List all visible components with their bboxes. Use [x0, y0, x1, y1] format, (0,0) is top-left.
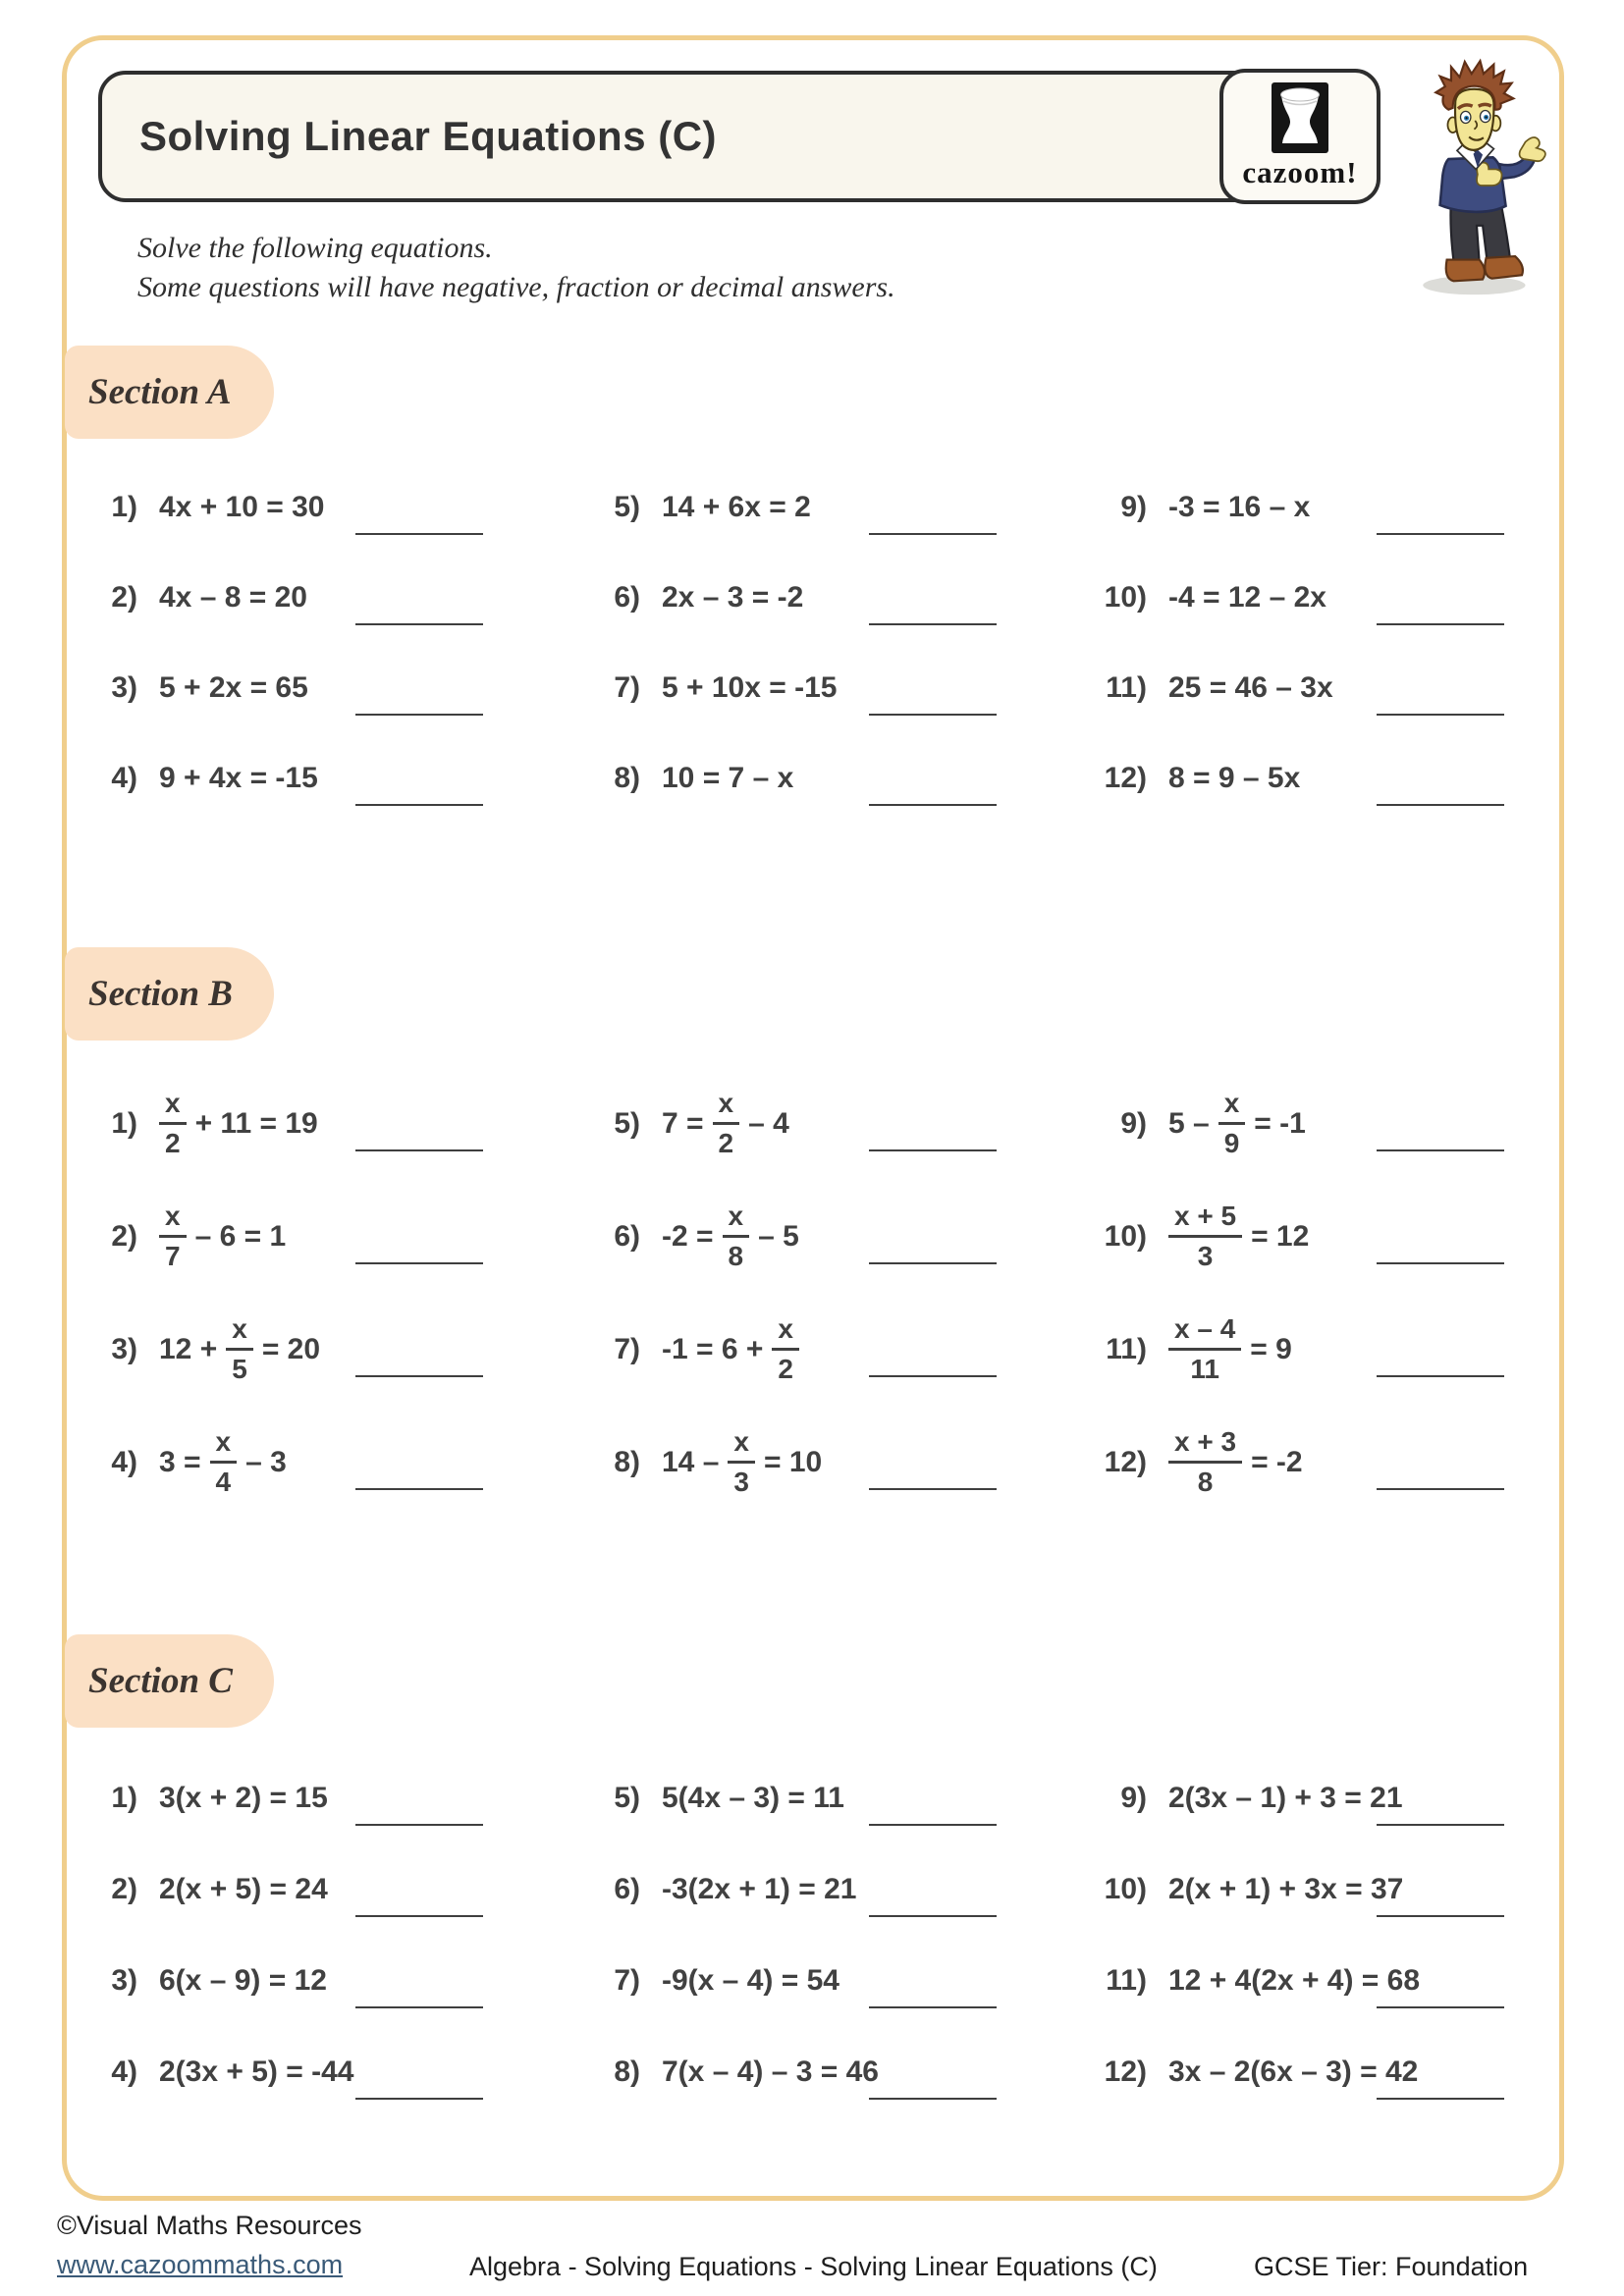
answer-blank[interactable] — [355, 2006, 483, 2008]
footer-copyright: ©Visual Maths Resources — [57, 2211, 362, 2240]
equation: 4x + 10 = 30 — [159, 491, 325, 523]
equation-part: -1 = 6 + — [662, 1332, 764, 1365]
question-item — [586, 1067, 1093, 1180]
equation: 10 = 7 – x — [662, 762, 794, 794]
page-title: Solving Linear Equations (C) — [139, 113, 718, 159]
equation — [662, 1428, 822, 1496]
equation — [1168, 1090, 1306, 1157]
section-a-label: Section A — [88, 372, 232, 412]
question-item — [1093, 1180, 1517, 1293]
equation-part: + 11 = 19 — [194, 1106, 318, 1140]
equation — [662, 1202, 799, 1270]
question-item — [83, 1752, 586, 1843]
equation-part: – 6 = 1 — [194, 1219, 287, 1253]
equation: 14 + 6x = 2 — [662, 491, 811, 523]
section-c-label: Section C — [88, 1661, 233, 1701]
fraction-denominator: 7 — [165, 1241, 181, 1271]
instructions — [137, 229, 895, 307]
question-number: 5) — [614, 491, 640, 523]
equation — [1168, 1428, 1303, 1496]
equation-part: = 12 — [1251, 1219, 1310, 1253]
question-number: 7) — [614, 671, 640, 704]
title-box — [98, 71, 1380, 202]
fraction-numerator: x — [210, 1428, 238, 1464]
section-a-questions — [83, 462, 1517, 824]
equation: -3(2x + 1) = 21 — [662, 1872, 857, 1905]
question-item — [83, 1406, 586, 1519]
equation: 9 + 4x = -15 — [159, 762, 318, 794]
question-item — [83, 1180, 586, 1293]
answer-blank[interactable] — [869, 533, 997, 535]
section-c-badge — [65, 1634, 274, 1728]
fraction — [728, 1428, 755, 1496]
equation: 12 + 4(2x + 4) = 68 — [1168, 1963, 1421, 1997]
answer-blank[interactable] — [1377, 533, 1504, 535]
question-item — [83, 1293, 586, 1406]
question-item — [1093, 553, 1517, 643]
equation-part: – 4 — [748, 1106, 789, 1140]
question-number: 10) — [1104, 581, 1147, 614]
question-number: 12) — [1104, 762, 1147, 794]
question-item — [586, 462, 1093, 553]
fraction-numerator: x — [713, 1090, 740, 1125]
fraction — [210, 1428, 238, 1496]
fraction-numerator: x + 3 — [1168, 1428, 1242, 1464]
equation: 6(x – 9) = 12 — [159, 1963, 327, 1997]
question-number: 7) — [614, 1963, 640, 1997]
fraction-denominator: 8 — [1197, 1467, 1214, 1497]
question-number: 7) — [614, 1332, 640, 1365]
equation — [159, 1315, 320, 1383]
fraction — [772, 1315, 799, 1383]
answer-blank[interactable] — [355, 1262, 483, 1264]
answer-blank[interactable] — [1377, 714, 1504, 716]
answer-blank[interactable] — [355, 1488, 483, 1490]
question-item — [83, 1067, 586, 1180]
question-item — [83, 553, 586, 643]
question-item — [586, 2026, 1093, 2117]
question-number: 6) — [614, 581, 640, 614]
equation-part: 3 = — [159, 1445, 201, 1478]
answer-blank[interactable] — [1377, 2006, 1504, 2008]
footer-breadcrumb: Algebra - Solving Equations - Solving Linear Equations (C) — [469, 2252, 1158, 2281]
footer-tier: GCSE Tier: Foundation — [1254, 2252, 1529, 2281]
mascot-boy-illustration — [1402, 55, 1551, 302]
answer-blank[interactable] — [355, 1915, 483, 1917]
answer-blank[interactable] — [869, 2098, 997, 2100]
fraction — [723, 1202, 750, 1270]
logo-text: cazoom! — [1242, 155, 1358, 189]
question-number: 2) — [111, 581, 137, 614]
question-number: 3) — [111, 1963, 137, 1997]
question-item — [1093, 1067, 1517, 1180]
fraction — [1168, 1428, 1242, 1496]
question-number: 10) — [1104, 1872, 1147, 1905]
drum-icon — [1272, 82, 1328, 153]
question-number: 11) — [1106, 1963, 1147, 1997]
equation-part: – 5 — [758, 1219, 799, 1253]
question-item — [1093, 1293, 1517, 1406]
fraction — [713, 1090, 740, 1157]
answer-blank[interactable] — [355, 533, 483, 535]
equation: -3 = 16 – x — [1168, 491, 1311, 523]
fraction-denominator: 9 — [1223, 1128, 1240, 1158]
question-item — [586, 733, 1093, 824]
answer-blank[interactable] — [869, 1488, 997, 1490]
equation — [159, 1202, 286, 1270]
fraction-numerator: x — [728, 1428, 755, 1464]
answer-blank[interactable] — [1377, 1149, 1504, 1151]
answer-blank[interactable] — [869, 2006, 997, 2008]
question-number: 6) — [614, 1872, 640, 1905]
fraction-denominator: 2 — [718, 1128, 734, 1158]
question-item — [83, 1935, 586, 2026]
question-number: 1) — [111, 491, 137, 523]
question-item — [1093, 643, 1517, 733]
question-item — [586, 1293, 1093, 1406]
question-number: 11) — [1106, 671, 1147, 704]
fraction-numerator: x — [1218, 1090, 1246, 1125]
question-item — [586, 553, 1093, 643]
question-item — [83, 462, 586, 553]
equation: 5 + 10x = -15 — [662, 671, 838, 704]
cazoom-logo — [1219, 69, 1380, 204]
fraction-numerator: x – 4 — [1168, 1315, 1241, 1351]
fraction — [159, 1090, 187, 1157]
fraction-numerator: x + 5 — [1168, 1202, 1242, 1238]
question-item — [83, 733, 586, 824]
instruction-line-2: Some questions will have negative, fraction or decimal answers. — [137, 271, 895, 303]
equation: 5 + 2x = 65 — [159, 671, 308, 704]
question-number: 8) — [614, 762, 640, 794]
equation — [1168, 1202, 1309, 1270]
fraction-numerator: x — [159, 1202, 187, 1238]
answer-blank[interactable] — [355, 804, 483, 806]
answer-blank[interactable] — [1377, 1824, 1504, 1826]
answer-blank[interactable] — [869, 1824, 997, 1826]
equation-part: 7 = — [662, 1106, 704, 1140]
question-number: 5) — [614, 1106, 640, 1140]
answer-blank[interactable] — [869, 1262, 997, 1264]
fraction-numerator: x — [159, 1090, 187, 1125]
question-item — [586, 1935, 1093, 2026]
equation: 2(3x + 5) = -44 — [159, 2055, 354, 2088]
equation-part: = -1 — [1254, 1106, 1306, 1140]
fraction-numerator: x — [226, 1315, 253, 1351]
question-number: 4) — [111, 1445, 137, 1478]
answer-blank[interactable] — [1377, 1375, 1504, 1377]
question-number: 2) — [111, 1219, 137, 1253]
question-number: 5) — [614, 1781, 640, 1814]
fraction-denominator: 5 — [232, 1354, 247, 1384]
question-item — [1093, 1843, 1517, 1935]
equation: 3x – 2(6x – 3) = 42 — [1168, 2055, 1419, 2088]
equation-part: -2 = — [662, 1219, 714, 1253]
question-number: 4) — [111, 762, 137, 794]
question-number: 11) — [1106, 1332, 1147, 1365]
equation — [662, 1090, 789, 1157]
answer-blank[interactable] — [355, 1375, 483, 1377]
question-item — [586, 1752, 1093, 1843]
question-number: 12) — [1104, 2055, 1147, 2088]
equation: 2(x + 1) + 3x = 37 — [1168, 1872, 1404, 1905]
section-c-questions — [83, 1752, 1517, 2117]
fraction — [1168, 1315, 1241, 1383]
answer-blank[interactable] — [355, 1824, 483, 1826]
answer-blank[interactable] — [869, 804, 997, 806]
equation-part: = 20 — [261, 1332, 321, 1365]
fraction-denominator: 8 — [728, 1241, 744, 1271]
answer-blank[interactable] — [869, 1915, 997, 1917]
question-number: 4) — [111, 2055, 137, 2088]
fraction — [1168, 1202, 1242, 1270]
equation-part: 5 – — [1168, 1106, 1210, 1140]
equation — [159, 1428, 287, 1496]
question-item — [83, 643, 586, 733]
answer-blank[interactable] — [355, 1149, 483, 1151]
question-number: 8) — [614, 1445, 640, 1478]
equation-part: 12 + — [159, 1332, 218, 1365]
question-number: 9) — [1120, 491, 1147, 523]
fraction — [1218, 1090, 1246, 1157]
question-number: 8) — [614, 2055, 640, 2088]
section-b-label: Section B — [88, 974, 233, 1014]
answer-blank[interactable] — [1377, 2098, 1504, 2100]
equation: 8 = 9 – 5x — [1168, 762, 1301, 794]
answer-blank[interactable] — [1377, 1915, 1504, 1917]
question-item — [83, 2026, 586, 2117]
equation-part: = 9 — [1250, 1332, 1292, 1365]
fraction-denominator: 2 — [778, 1354, 793, 1384]
answer-blank[interactable] — [869, 623, 997, 625]
answer-blank[interactable] — [869, 1149, 997, 1151]
question-item — [1093, 733, 1517, 824]
question-number: 10) — [1104, 1219, 1147, 1253]
answer-blank[interactable] — [355, 623, 483, 625]
equation — [1168, 1315, 1292, 1383]
question-item — [83, 1843, 586, 1935]
question-number: 9) — [1120, 1106, 1147, 1140]
instruction-line-1: Solve the following equations. — [137, 232, 493, 264]
answer-blank[interactable] — [1377, 804, 1504, 806]
question-number: 3) — [111, 1332, 137, 1365]
equation: 2(3x – 1) + 3 = 21 — [1168, 1781, 1403, 1814]
answer-blank[interactable] — [1377, 1488, 1504, 1490]
question-number: 3) — [111, 671, 137, 704]
answer-blank[interactable] — [355, 714, 483, 716]
question-item — [1093, 2026, 1517, 2117]
equation: 4x – 8 = 20 — [159, 581, 307, 614]
question-number: 9) — [1120, 1781, 1147, 1814]
section-b-badge — [65, 947, 274, 1041]
equation-part: 14 – — [662, 1445, 720, 1478]
question-item — [586, 1180, 1093, 1293]
question-item — [1093, 1406, 1517, 1519]
equation: -4 = 12 – 2x — [1168, 581, 1326, 614]
section-a-badge — [65, 346, 274, 439]
answer-blank[interactable] — [869, 1375, 997, 1377]
fraction-denominator: 2 — [165, 1128, 181, 1158]
question-item — [1093, 462, 1517, 553]
equation-part: = 10 — [763, 1445, 823, 1478]
question-number: 1) — [111, 1106, 137, 1140]
question-item — [586, 1406, 1093, 1519]
question-item — [1093, 1752, 1517, 1843]
fraction — [159, 1202, 187, 1270]
answer-blank[interactable] — [1377, 623, 1504, 625]
equation: 5(4x – 3) = 11 — [662, 1781, 844, 1814]
equation: 2x – 3 = -2 — [662, 581, 804, 614]
question-item — [586, 1843, 1093, 1935]
question-item — [586, 643, 1093, 733]
footer-website-link[interactable]: www.cazoommaths.com — [57, 2250, 344, 2279]
question-number: 12) — [1104, 1445, 1147, 1478]
equation: 2(x + 5) = 24 — [159, 1872, 328, 1905]
equation-part: – 3 — [245, 1445, 287, 1478]
question-number: 2) — [111, 1872, 137, 1905]
answer-blank[interactable] — [869, 714, 997, 716]
fraction-denominator: 3 — [733, 1467, 749, 1497]
question-number: 1) — [111, 1781, 137, 1814]
equation: 7(x – 4) – 3 = 46 — [662, 2055, 879, 2088]
answer-blank[interactable] — [355, 2098, 483, 2100]
question-number: 6) — [614, 1219, 640, 1253]
fraction — [226, 1315, 253, 1383]
fraction-denominator: 3 — [1197, 1241, 1214, 1271]
fraction-numerator: x — [772, 1315, 799, 1351]
fraction-denominator: 11 — [1190, 1354, 1219, 1384]
answer-blank[interactable] — [1377, 1262, 1504, 1264]
fraction-denominator: 4 — [215, 1467, 232, 1497]
equation: 25 = 46 – 3x — [1168, 671, 1333, 704]
equation — [159, 1090, 318, 1157]
section-b-questions — [83, 1067, 1517, 1519]
fraction-numerator: x — [723, 1202, 750, 1238]
question-item — [1093, 1935, 1517, 2026]
equation-part: = -2 — [1251, 1445, 1303, 1478]
equation: -9(x – 4) = 54 — [662, 1963, 839, 1997]
equation: 3(x + 2) = 15 — [159, 1781, 328, 1814]
equation — [662, 1315, 799, 1383]
